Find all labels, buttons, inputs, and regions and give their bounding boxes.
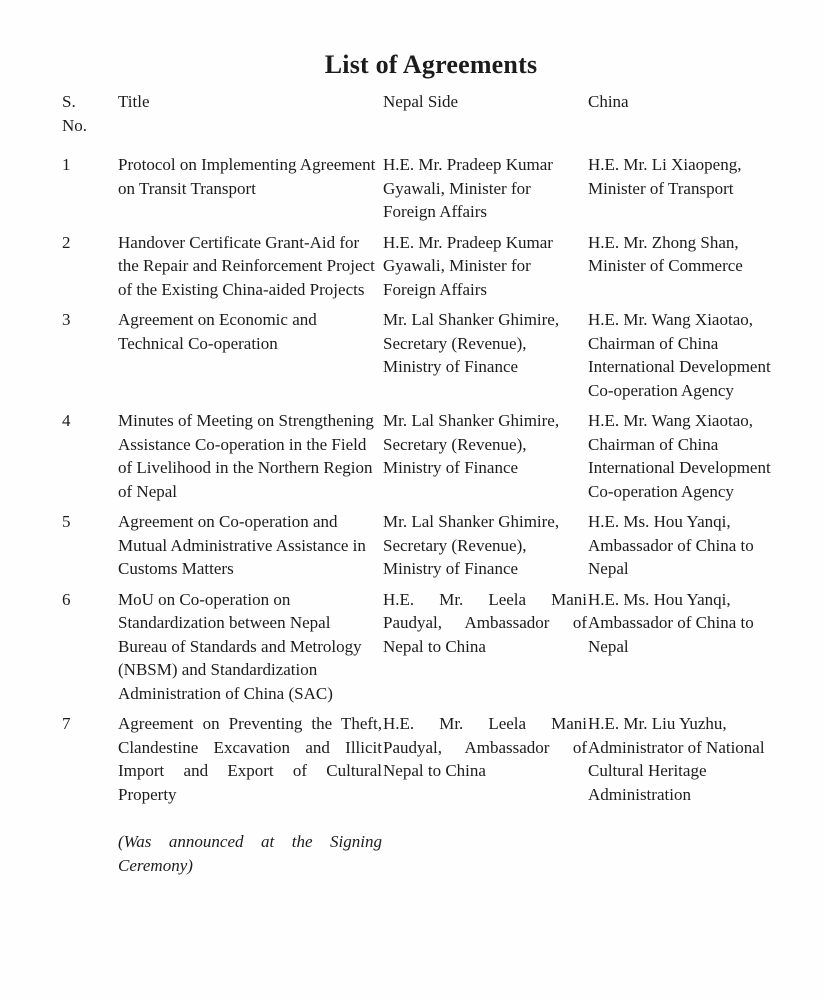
nepal-cell: H.E. Mr. Leela Mani Paudyal, Ambassador of Nepal to China [383,589,587,656]
nepal-cell: Mr. Lal Shanker Ghimire, Secretary (Revenue), Ministry of Finance [383,411,560,477]
china-cell: H.E. Mr. Zhong Shan, Minister of Commerce [588,232,743,275]
china-cell: H.E. Mr. Liu Yuzhu, Administrator of National Cultural Heritage Administration [588,714,765,804]
china-cell: H.E. Mr. Li Xiaopeng, Minister of Transport [588,155,742,198]
header-title: Title [118,92,150,111]
china-cell: H.E. Mr. Wang Xiaotao, Chairman of China International Development Co-operation Agency [588,310,771,400]
row-number: 7 [62,714,71,733]
page-title: List of Agreements [324,50,538,79]
china-cell: H.E. Ms. Hou Yanqi, Ambassador of China to Nepal [588,512,754,578]
title-cell: Agreement on Co-operation and Mutual Administrative Assistance in Customs Matters [118,512,366,578]
row-number: 4 [62,411,71,430]
row-number: 5 [62,512,71,531]
row-number: 6 [62,589,71,609]
title-cell: Agreement on Economic and Technical Co-operation [118,310,317,353]
header-sno-line2: No. [62,115,88,135]
china-cell: H.E. Mr. Wang Xiaotao, Chairman of China International Development Co-operation Agency [588,411,771,501]
header-china: China [588,92,629,111]
row-note: (Was announced at the Signing Ceremony) [118,832,382,875]
header-sno-line1: S. [62,92,76,111]
header-nepal-side: Nepal Side [383,92,459,111]
row-number: 1 [62,155,71,174]
nepal-cell: Mr. Lal Shanker Ghimire, Secretary (Revenue), Ministry of Finance [383,310,560,376]
nepal-cell: Mr. Lal Shanker Ghimire, Secretary (Revenue), Ministry of Finance [383,512,560,578]
title-cell [118,712,383,884]
agreements-table [62,90,800,884]
title-cell: Handover Certificate Grant-Aid for the Repair and Reinforcement Project of the Existing China-aided Projects [118,232,375,299]
title-cell: MoU on Co-operation on Standardization between Nepal Bureau of Standards and Metrology (NBSM) and Standardization Administration of China (SAC) [118,589,362,703]
nepal-cell: H.E. Mr. Pradeep Kumar Gyawali, Minister for Foreign Affairs [383,232,553,299]
row-number: 2 [62,232,71,252]
row-number: 3 [62,310,71,329]
china-cell: H.E. Ms. Hou Yanqi, Ambassador of China to Nepal [588,589,754,656]
title-cell: Protocol on Implementing Agreement on Transit Transport [118,155,376,198]
title-cell: Minutes of Meeting on Strengthening Assistance Co-operation in the Field of Livelihood in the Northern Region of Nepal [118,411,374,501]
nepal-cell: H.E. Mr. Leela Mani Paudyal, Ambassador of Nepal to China [383,714,587,780]
nepal-cell: H.E. Mr. Pradeep Kumar Gyawali, Minister for Foreign Affairs [383,155,553,221]
header-sno [62,90,118,153]
title-text: Agreement on Preventing the Theft, Clandestine Excavation and Illicit Import and Export of Cultural Property [118,714,382,804]
